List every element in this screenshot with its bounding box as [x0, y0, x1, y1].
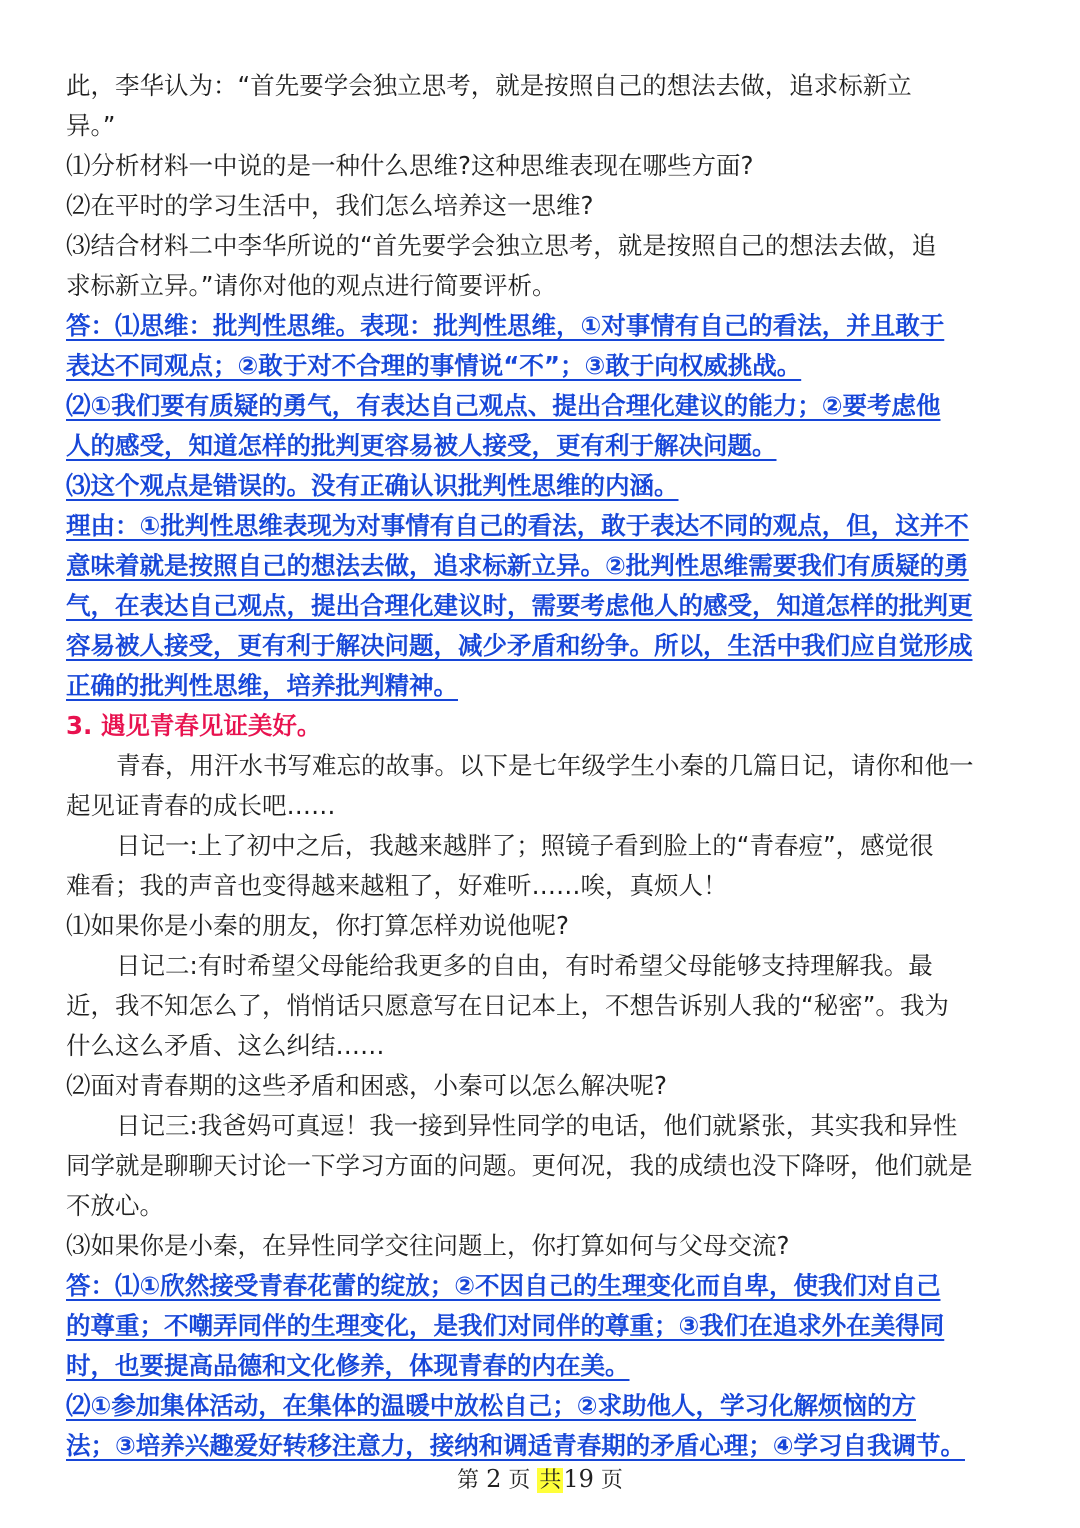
answer-line: 人的感受，知道怎样的批判更容易被人接受，更有利于解决问题。 [66, 431, 777, 460]
answer-line: 时，也要提高品德和文化修养，体现青春的内在美。 [66, 1351, 630, 1380]
answer-line: 意味着就是按照自己的想法去做，追求标新立异。②批判性思维需要我们有质疑的勇 [66, 551, 969, 580]
footer-page-unit: 页 [508, 1468, 531, 1493]
diary-line: 日记二:有时希望父母能给我更多的自由，有时希望父母能够支持理解我。最 [116, 951, 933, 980]
answer-line: ⑵①参加集体活动，在集体的温暖中放松自己；②求助他人，学习化解烦恼的方 [66, 1391, 916, 1420]
diary-line: 日记一:上了初中之后，我越来越胖了；照镜子看到脸上的“青春痘”，感觉很 [116, 831, 934, 860]
diary-line: 难看；我的声音也变得越来越粗了，好难听……唉，真烦人！ [66, 871, 728, 900]
page-number: 2 [486, 1465, 502, 1493]
diary-line: 什么这么矛盾、这么纠结…… [66, 1031, 385, 1060]
answer-line: ⑵①我们要有质疑的勇气，有表达自己观点、提出合理化建议的能力；②要考虑他 [66, 391, 941, 420]
text-line: 起见证青春的成长吧…… [66, 791, 336, 820]
answer-line: 的尊重；不嘲弄同伴的生理变化，是我们对同伴的尊重；③我们在追求外在美得同 [66, 1311, 945, 1340]
text-line: 此，李华认为：“首先要学会独立思考，就是按照自己的想法去做，追求标新立 [66, 71, 912, 100]
footer-total-unit: 页 [600, 1468, 623, 1493]
diary-line: 同学就是聊聊天讨论一下学习方面的问题。更何况，我的成绩也没下降呀，他们就是 [66, 1151, 973, 1180]
answer-line: 理由：①批判性思维表现为对事情有自己的看法，敢于表达不同的观点，但，这并不 [66, 511, 969, 540]
question-line: ⑵面对青春期的这些矛盾和困惑，小秦可以怎么解决呢? [66, 1071, 668, 1100]
question-line: ⑴如果你是小秦的朋友，你打算怎样劝说他呢? [66, 911, 570, 940]
answer-line: 答：⑴思维：批判性思维。表现：批判性思维，①对事情有自己的看法，并且敢于 [66, 311, 945, 340]
total-pages-highlight [537, 1468, 563, 1493]
diary-line: 日记三:我爸妈可真逗！我一接到异性同学的电话，他们就紧张，其实我和异性 [116, 1111, 958, 1140]
question-line: ⑵在平时的学习生活中，我们怎么培养这一思维? [66, 191, 594, 220]
question-line: ⑶如果你是小秦，在异性同学交往问题上，你打算如何与父母交流? [66, 1231, 790, 1260]
section-heading: 3. 遇见青春见证美好。 [66, 711, 322, 740]
diary-line: 近，我不知怎么了，悄悄话只愿意写在日记本上，不想告诉别人我的“秘密”。我为 [66, 991, 949, 1020]
text-line: 异。” [66, 111, 116, 140]
total-pages: 19 [563, 1465, 594, 1493]
footer-prefix: 第 [457, 1468, 480, 1493]
diary-line: 不放心。 [66, 1191, 164, 1220]
question-line: 求标新立异。”请你对他的观点进行简要评析。 [66, 271, 557, 300]
question-line: ⑴分析材料一中说的是一种什么思维?这种思维表现在哪些方面? [66, 151, 754, 180]
text-line: 青春，用汗水书写难忘的故事。以下是七年级学生小秦的几篇日记，请你和他一 [116, 751, 974, 780]
answer-line: 气，在表达自己观点，提出合理化建议时，需要考虑他人的感受，知道怎样的批判更 [66, 591, 973, 620]
answer-line: 答：⑴①欣然接受青春花蕾的绽放；②不因自己的生理变化而自卑，使我们对自己 [66, 1271, 941, 1300]
answer-line: 容易被人接受，更有利于解决问题，减少矛盾和纷争。所以，生活中我们应自觉形成 [66, 631, 973, 660]
footer-total-prefix: 共 [539, 1468, 562, 1493]
answer-line: 法；③培养兴趣爱好转移注意力，接纳和调适青春期的矛盾心理；④学习自我调节。 [66, 1431, 965, 1460]
answer-line: 表达不同观点；②敢于对不合理的事情说“不”；③敢于向权威挑战。 [66, 351, 802, 380]
answer-line: ⑶这个观点是错误的。没有正确认识批判性思维的内涵。 [66, 471, 679, 500]
answer-line: 正确的批判性思维，培养批判精神。 [66, 671, 458, 700]
page-footer [0, 1462, 1080, 1498]
question-line: ⑶结合材料二中李华所说的“首先要学会独立思考，就是按照自己的想法去做，追 [66, 231, 937, 260]
